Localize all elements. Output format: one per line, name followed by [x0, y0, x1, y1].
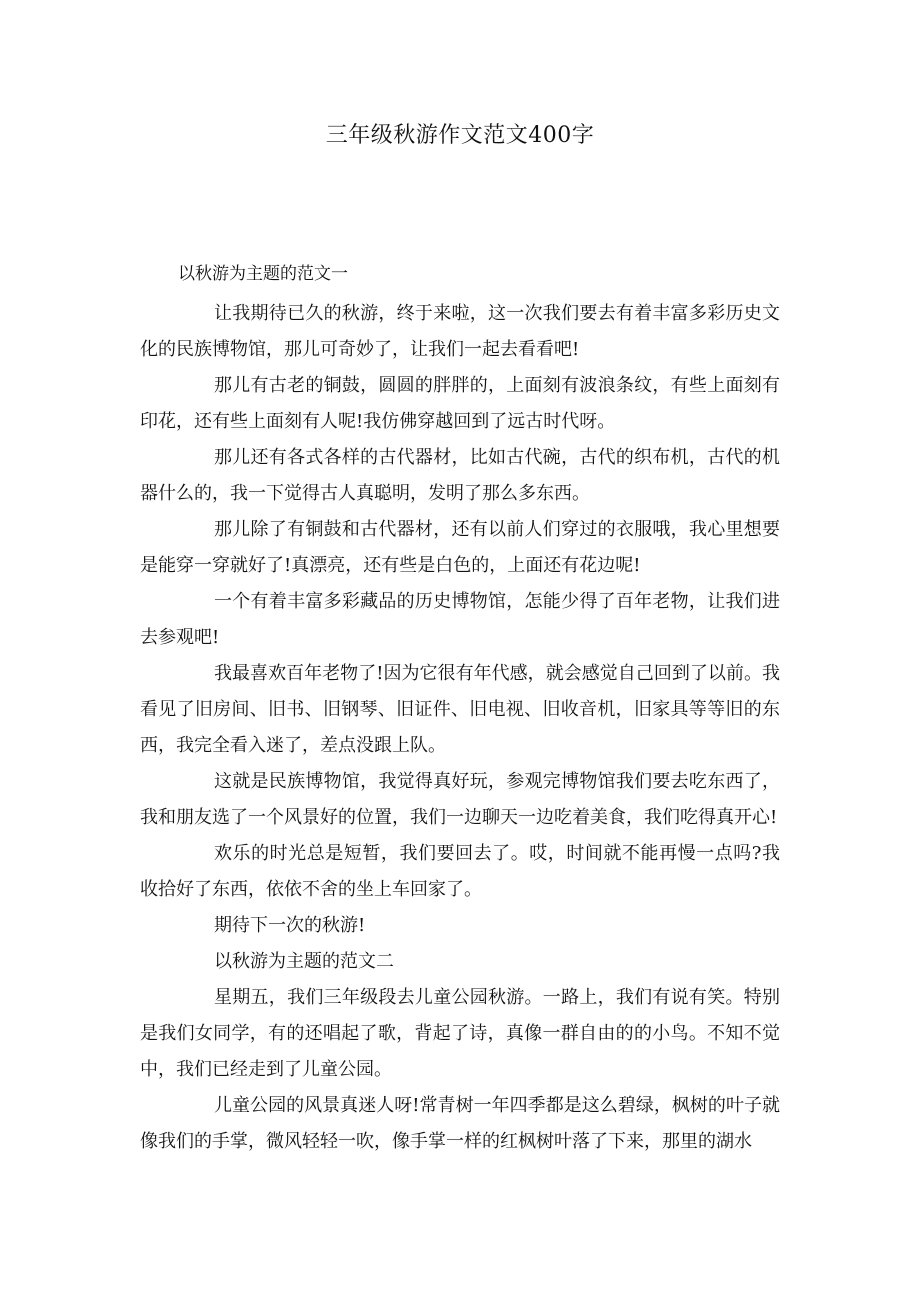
paragraph: 那儿除了有铜鼓和古代器材，还有以前人们穿过的衣服哦，我心里想要是能穿一穿就好了!真漂亮，还有些是白色的，上面还有花边呢! — [140, 519, 780, 576]
paragraph: 让我期待已久的秋游，终于来啦，这一次我们要去有着丰富多彩历史文化的民族博物馆，那儿可奇妙了，让我们一起去看看吧! — [140, 303, 780, 360]
paragraph: 欢乐的时光总是短暂，我们要回去了。哎，时间就不能再慢一点吗?我收拾好了东西，依依不舍的坐上车回家了。 — [140, 843, 780, 900]
paragraph: 儿童公园的风景真迷人呀!常青树一年四季都是这么碧绿，枫树的叶子就像我们的手掌，微风轻轻一吹，像手掌一样的红枫树叶落了下来，那里的湖水 — [140, 1095, 780, 1152]
section-heading-two: 以秋游为主题的范文二 — [214, 951, 394, 972]
document-title: 三年级秋游作文范文400字 — [325, 123, 595, 148]
paragraph: 一个有着丰富多彩藏品的历史博物馆，怎能少得了百年老物，让我们进去参观吧! — [140, 591, 780, 648]
paragraph: 期待下一次的秋游! — [214, 915, 366, 936]
paragraph: 我最喜欢百年老物了!因为它很有年代感，就会感觉自己回到了以前。我看见了旧房间、旧书、旧钢琴、旧证件、旧电视、旧收音机，旧家具等等旧的东西，我完全看入迷了，差点没跟上队。 — [140, 663, 780, 756]
paragraph: 那儿还有各式各样的古代器材，比如古代碗，古代的织布机，古代的机器什么的，我一下觉得古人真聪明，发明了那么多东西。 — [140, 447, 780, 504]
document-body — [140, 296, 780, 1160]
paragraph: 这就是民族博物馆，我觉得真好玩，参观完博物馆我们要去吃东西了，我和朋友选了一个风景好的位置，我们一边聊天一边吃着美食，我们吃得真开心! — [140, 771, 780, 828]
section-heading-one: 以秋游为主题的范文一 — [178, 264, 348, 284]
paragraph: 星期五，我们三年级段去儿童公园秋游。一路上，我们有说有笑。特别是我们女同学，有的还唱起了歌，背起了诗，真像一群自由的的小鸟。不知不觉中，我们已经走到了儿童公园。 — [140, 987, 780, 1080]
paragraph: 那儿有古老的铜鼓，圆圆的胖胖的，上面刻有波浪条纹，有些上面刻有印花，还有些上面刻有人呢!我仿佛穿越回到了远古时代呀。 — [140, 375, 780, 432]
